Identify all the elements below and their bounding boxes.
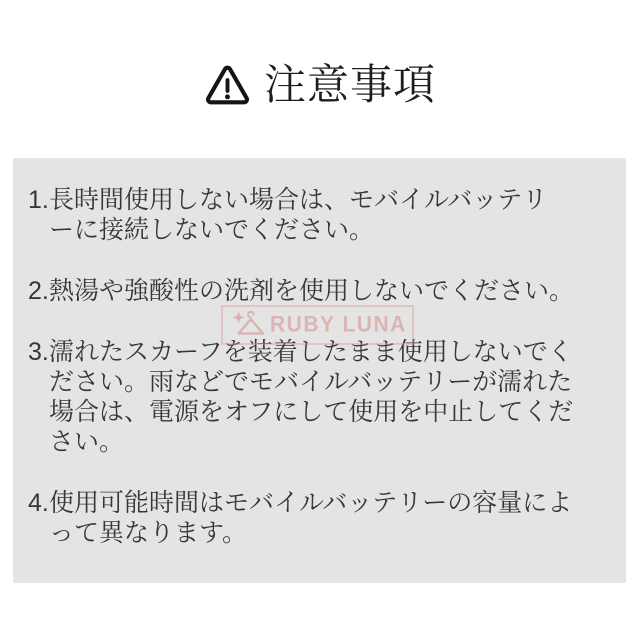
notice-box <box>13 158 626 583</box>
notice-line: ーに接続しないでください。 <box>49 216 375 244</box>
notice-item-2 <box>28 276 612 306</box>
notice-line: 濡れたスカーフを装着したまま使用しないでく <box>49 338 573 366</box>
page-header <box>0 60 640 110</box>
notice-item-text <box>49 185 612 245</box>
notice-item-number: 4. <box>28 489 49 517</box>
warning-triangle-icon <box>204 62 251 109</box>
notice-line: って異なります。 <box>49 519 248 547</box>
notice-item-text <box>49 488 612 548</box>
notice-item-4 <box>28 488 612 548</box>
notice-item-text <box>49 337 612 457</box>
notice-item-3 <box>28 337 612 457</box>
notice-item-text <box>49 276 612 306</box>
brand-watermark-text: RUBY LUNA <box>270 312 407 337</box>
notice-line: 熱湯や強酸性の洗剤を使用しないでください。 <box>49 277 575 305</box>
notice-line: 場合は、電源をオフにして使用を中止してくだ <box>49 398 574 426</box>
notice-line: ださい。雨などでモバイルバッテリーが濡れた <box>49 368 573 396</box>
notice-line: さい。 <box>49 428 125 456</box>
notice-line: 使用可能時間はモバイルバッテリーの容量によ <box>49 489 573 517</box>
notice-item-number: 3. <box>28 338 49 366</box>
notice-item-number: 2. <box>28 277 49 305</box>
notice-item-1 <box>28 185 612 245</box>
page-title: 注意事項 <box>263 61 436 108</box>
notice-line: 長時間使用しない場合は、モバイルバッテリ <box>49 186 548 214</box>
notice-item-number: 1. <box>28 186 49 214</box>
